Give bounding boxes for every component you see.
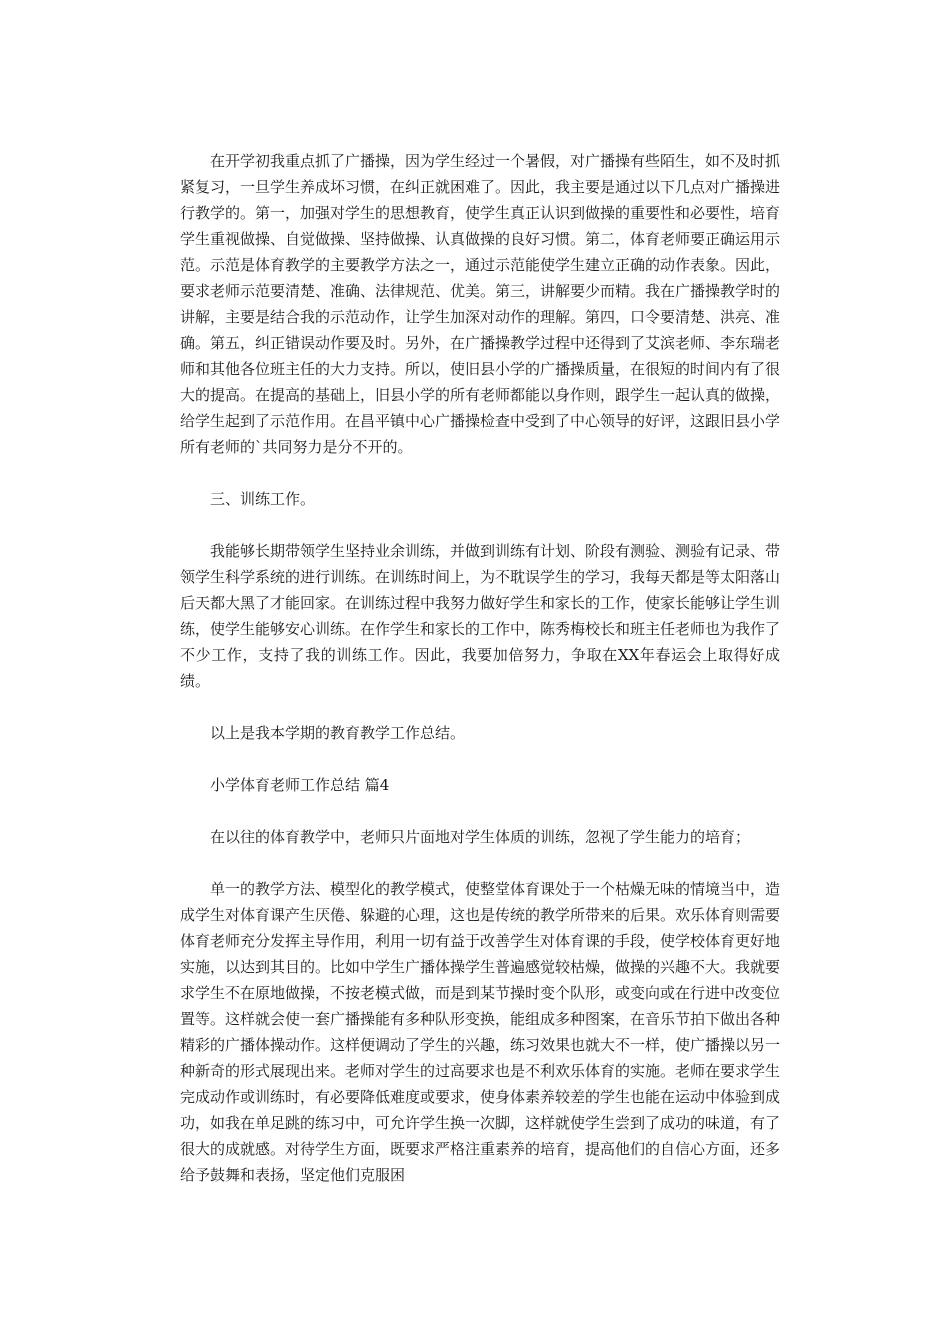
paragraph-training-work: 我能够长期带领学生坚持业余训练，并做到训练有计划、阶段有测验、测验有记录、带领学生科学系统的进行训练。在训练时间上，为不耽误学生的学习，我每天都是等太阳落山后天都大黑了才能回家。在训练过程中我努力做好学生和家长的工作，使家长能够让学生训练，使学生能够安心训练。在作学生和家长的工作中，陈秀梅校长和班主任老师也为我作了不少工作，支持了我的训练工作。因此，我要加倍努力，争取在XX年春运会上取得好成绩。 — [180, 542, 781, 690]
paragraph-gap — [180, 512, 780, 538]
paragraph-past-teaching: 在以往的体育教学中，老师只片面地对学生体质的训练，忽视了学生能力的培育； — [210, 828, 751, 846]
paragraph-summary-closing: 以上是我本学期的教育教学工作总结。 — [210, 724, 466, 742]
paragraph-gap — [180, 746, 780, 772]
paragraph-gap — [180, 460, 780, 486]
document-body — [180, 148, 780, 1188]
paragraph-gap — [180, 798, 780, 824]
section-heading-training: 三、训练工作。 — [210, 490, 316, 508]
paragraph-gap — [180, 850, 780, 876]
article-title-part4: 小学体育老师工作总结 篇4 — [210, 776, 390, 794]
paragraph-broadcast-exercise: 在开学初我重点抓了广播操，因为学生经过一个暑假，对广播操有些陌生，如不及时抓紧复习，一旦学生养成坏习惯，在纠正就困难了。因此，我主要是通过以下几点对广播操进行教学的。第一，加强对学生的思想教育，使学生真正认识到做操的重要性和必要性，培育学生重视做操、自觉做操、坚持做操、认真做操的良好习惯。第二，体育老师要正确运用示范。示范是体育教学的主要教学方法之一，通过示范能使学生建立正确的动作表象。因此，要求老师示范要清楚、准确、法律规范、优美。第三，讲解要少而精。我在广播操教学时的讲解，主要是结合我的示范动作，让学生加深对动作的理解。第四，口令要清楚、洪亮、准确。第五，纠正错误动作要及时。另外，在广播操教学过程中还得到了艾滨老师、李东瑞老师和其他各位班主任的大力支持。所以，使旧县小学的广播操质量，在很短的时间内有了很大的提高。在提高的基础上，旧县小学的所有老师都能以身作则，跟学生一起认真的做操，给学生起到了示范作用。在昌平镇中心广播操检查中受到了中心领导的好评，这跟旧县小学所有老师的`共同努力是分不开的。 — [180, 152, 781, 456]
paragraph-gap — [180, 694, 780, 720]
paragraph-teaching-methods: 单一的教学方法、模型化的教学模式，使整堂体育课处于一个枯燥无味的情境当中，造成学生对体育课产生厌倦、躲避的心理，这也是传统的教学所带来的后果。欢乐体育则需要体育老师充分发挥主导作用，利用一切有益于改善学生对体育课的手段，使学校体育更好地实施，以达到其目的。比如中学生广播体操学生普遍感觉较枯燥，做操的兴趣不大。我就要求学生不在原地做操，不按老模式做，而是到某节操时变个队形，或变向或在行进中改变位置等。这样就会使一套广播操能有多种队形变换，能组成多种图案，在音乐节拍下做出各种精彩的广播体操动作。这样便调动了学生的兴趣，练习效果也就大不一样，使广播操以另一种新奇的形式展现出来。老师对学生的过高要求也是不利欢乐体育的实施。老师在要求学生完成动作或训练时，有必要降低难度或要求，使身体素养较差的学生也能在运动中体验到成功，如我在单足跳的练习中，可允许学生换一次脚，这样就使学生尝到了成功的味道，有了很大的成就感。对待学生方面，既要求严格注重素养的培育，提高他们的自信心方面，还多给予鼓舞和表扬，坚定他们克服困 — [180, 880, 781, 1184]
